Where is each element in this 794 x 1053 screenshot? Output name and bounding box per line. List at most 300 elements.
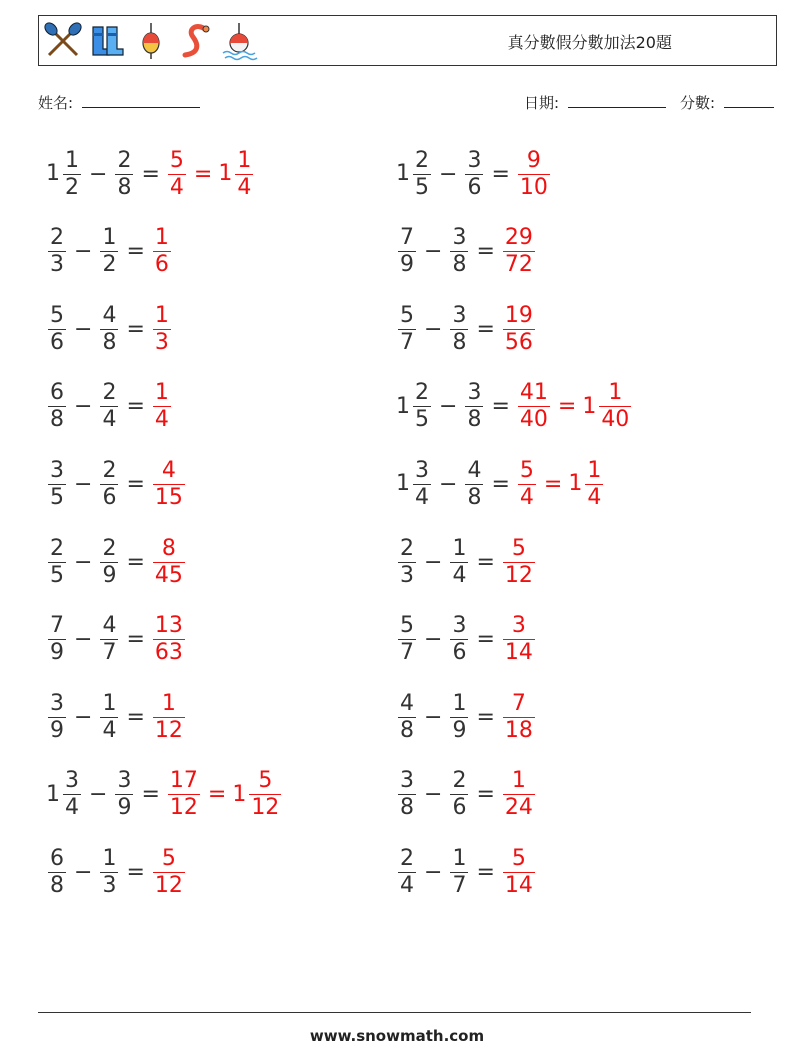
problem-item [396, 609, 537, 671]
answer [151, 380, 173, 433]
minuend [46, 303, 68, 356]
minuend [46, 768, 83, 821]
subtrahend [463, 148, 485, 201]
equals-sign: = [476, 239, 495, 265]
answer-fraction [151, 225, 173, 278]
denominator: 3 [400, 562, 414, 588]
denominator: 18 [504, 717, 533, 743]
worksheet-title: 真分數假分數加法20題 [507, 33, 672, 52]
minus-sign: − [89, 161, 108, 187]
name-field [38, 92, 200, 113]
numerator: 2 [117, 147, 132, 173]
fraction [168, 148, 186, 201]
answer-fraction [516, 148, 552, 201]
subtrahend [98, 380, 120, 433]
minuend [396, 613, 418, 666]
subtrahend [448, 846, 470, 899]
answer-fraction [501, 536, 537, 589]
answer [166, 148, 255, 201]
answer [151, 225, 173, 278]
denominator: 9 [102, 562, 117, 588]
answer [516, 148, 552, 201]
answer-equals-sign: = [207, 782, 227, 808]
fraction [503, 303, 535, 356]
problem-item [396, 376, 633, 438]
numerator: 2 [50, 535, 64, 561]
fraction [153, 225, 171, 278]
fraction [450, 691, 468, 744]
numerator: 41 [519, 380, 548, 406]
problem-item [396, 298, 537, 360]
denominator: 14 [504, 872, 533, 898]
fraction [450, 303, 468, 356]
fraction [100, 303, 118, 356]
subtrahend [98, 225, 120, 278]
equals-sign: = [126, 239, 145, 265]
answer-mixed-number [568, 458, 605, 511]
numerator: 2 [400, 845, 414, 871]
fraction [503, 768, 535, 821]
answer [501, 691, 537, 744]
minus-sign: − [439, 161, 458, 187]
problem-item [46, 298, 173, 360]
answer-fraction [151, 691, 187, 744]
fraction [450, 225, 468, 278]
answer-fraction [516, 458, 538, 511]
denominator: 4 [169, 174, 184, 200]
numerator: 1 [511, 768, 526, 794]
numerator: 6 [50, 380, 64, 406]
denominator: 8 [50, 407, 64, 433]
fraction [63, 148, 81, 201]
numerator: 9 [526, 147, 541, 173]
numerator: 4 [467, 457, 482, 483]
numerator: 3 [65, 768, 79, 794]
fraction [48, 691, 66, 744]
answer-equals-sign: = [193, 161, 213, 187]
equals-sign: = [126, 549, 145, 575]
answer [501, 225, 537, 278]
equals-sign: = [476, 859, 495, 885]
problem-item [46, 376, 173, 438]
numerator: 1 [161, 690, 176, 716]
icon-strip [43, 21, 259, 61]
numerator: 3 [400, 768, 414, 794]
denominator: 4 [400, 872, 414, 898]
answer [151, 458, 187, 511]
numerator: 1 [154, 302, 169, 328]
denominator: 8 [102, 329, 117, 355]
numerator: 7 [400, 225, 414, 251]
numerator: 1 [154, 225, 169, 251]
answer-fraction [151, 303, 173, 356]
subtrahend [98, 303, 120, 356]
numerator: 5 [519, 457, 534, 483]
whole-number: 1 [396, 161, 410, 186]
fraction [398, 691, 416, 744]
answer-fraction [516, 380, 552, 433]
fraction [115, 768, 133, 821]
problem-item [396, 453, 605, 515]
problem-item [396, 143, 552, 205]
fraction [48, 613, 66, 666]
fraction [413, 380, 431, 433]
name-blank[interactable] [82, 93, 200, 108]
denominator: 10 [519, 174, 548, 200]
fraction [168, 768, 200, 821]
fraction [100, 380, 118, 433]
numerator: 3 [117, 768, 132, 794]
fraction [398, 613, 416, 666]
numerator: 3 [50, 457, 64, 483]
fraction [465, 458, 483, 511]
equals-sign: = [126, 394, 145, 420]
denominator: 9 [117, 795, 132, 821]
denominator: 4 [452, 562, 467, 588]
answer [501, 303, 537, 356]
boots-icon [87, 21, 127, 61]
equals-sign: = [126, 316, 145, 342]
fraction [153, 613, 185, 666]
fraction [48, 846, 66, 899]
numerator: 3 [452, 613, 467, 639]
denominator: 4 [237, 174, 252, 200]
denominator: 4 [415, 484, 429, 510]
score-blank[interactable] [724, 93, 774, 108]
subtrahend [448, 768, 470, 821]
fraction [100, 225, 118, 278]
answer [501, 536, 537, 589]
minus-sign: − [424, 782, 443, 808]
denominator: 4 [519, 484, 534, 510]
problem-item [396, 841, 537, 903]
whole-number: 1 [218, 161, 233, 186]
denominator: 3 [50, 252, 64, 278]
subtrahend [113, 148, 135, 201]
minus-sign: − [89, 782, 108, 808]
equals-sign: = [126, 627, 145, 653]
denominator: 8 [400, 717, 414, 743]
problem-item [46, 531, 187, 593]
minus-sign: − [439, 394, 458, 420]
subtrahend [98, 536, 120, 589]
numerator: 1 [65, 147, 79, 173]
equals-sign: = [476, 627, 495, 653]
numerator: 3 [511, 613, 526, 639]
fraction [100, 691, 118, 744]
fraction [518, 380, 550, 433]
whole-number: 1 [568, 471, 583, 497]
numerator: 4 [102, 302, 117, 328]
denominator: 12 [504, 562, 533, 588]
denominator: 8 [117, 174, 132, 200]
numerator: 3 [50, 690, 64, 716]
whole-number: 1 [46, 781, 60, 807]
denominator: 5 [415, 407, 429, 433]
denominator: 2 [102, 252, 117, 278]
numerator: 7 [50, 613, 64, 639]
fraction [413, 458, 431, 511]
score-label: 分數: [680, 94, 716, 112]
denominator: 8 [467, 484, 482, 510]
numerator: 5 [50, 302, 64, 328]
numerator: 1 [102, 690, 117, 716]
answer-mixed-number [232, 768, 283, 821]
fraction [450, 846, 468, 899]
denominator: 8 [467, 407, 482, 433]
subtrahend [98, 613, 120, 666]
denominator: 4 [65, 795, 79, 821]
numerator: 1 [237, 147, 252, 173]
minus-sign: − [74, 316, 93, 342]
minuend [396, 148, 433, 201]
fraction [100, 536, 118, 589]
numerator: 2 [415, 147, 429, 173]
minuend [46, 846, 68, 899]
denominator: 4 [102, 717, 117, 743]
minus-sign: − [424, 549, 443, 575]
fraction [48, 380, 66, 433]
answer-fraction [151, 380, 173, 433]
denominator: 6 [50, 329, 64, 355]
answer-fraction [501, 225, 537, 278]
numerator: 3 [415, 457, 429, 483]
denominator: 4 [587, 484, 602, 510]
fraction [48, 536, 66, 589]
problem-item [46, 841, 187, 903]
fraction [413, 148, 431, 201]
numerator: 3 [452, 302, 467, 328]
numerator: 5 [161, 845, 176, 871]
answer [151, 303, 173, 356]
date-blank[interactable] [568, 93, 666, 108]
numerator: 19 [504, 302, 533, 328]
fraction [398, 768, 416, 821]
fishing-float-icon [131, 21, 171, 61]
numerator: 29 [504, 225, 533, 251]
problem-item [396, 764, 537, 826]
answer-fraction [501, 613, 537, 666]
answer [516, 458, 605, 511]
fraction [503, 536, 535, 589]
fraction [450, 768, 468, 821]
denominator: 8 [50, 872, 64, 898]
minuend [46, 613, 68, 666]
numerator: 5 [400, 613, 414, 639]
numerator: 3 [467, 380, 482, 406]
problem-item [396, 686, 537, 748]
denominator: 7 [400, 329, 414, 355]
answer [166, 768, 283, 821]
denominator: 7 [400, 640, 414, 666]
date-label: 日期: [524, 94, 560, 112]
fraction [450, 536, 468, 589]
fraction [503, 225, 535, 278]
subtrahend [98, 691, 120, 744]
minuend [46, 225, 68, 278]
numerator: 3 [452, 225, 467, 251]
whole-number: 1 [396, 393, 410, 419]
subtrahend [98, 458, 120, 511]
equals-sign: = [476, 316, 495, 342]
numerator: 1 [452, 535, 467, 561]
answer-mixed-number [582, 380, 633, 433]
answer-fraction [151, 613, 187, 666]
denominator: 14 [504, 640, 533, 666]
whole-number: 1 [396, 471, 410, 497]
fraction [153, 536, 185, 589]
answer-fraction [501, 846, 537, 899]
fraction [503, 846, 535, 899]
equals-sign: = [126, 704, 145, 730]
denominator: 8 [452, 252, 467, 278]
denominator: 9 [50, 717, 64, 743]
denominator: 12 [154, 717, 183, 743]
fraction [503, 691, 535, 744]
minuend [46, 380, 68, 433]
answer-equals-sign: = [557, 394, 577, 420]
numerator: 5 [511, 845, 526, 871]
footer-divider [38, 1012, 751, 1013]
answer-fraction [166, 148, 188, 201]
denominator: 7 [102, 640, 117, 666]
minus-sign: − [424, 316, 443, 342]
numerator: 5 [511, 535, 526, 561]
numerator: 5 [169, 147, 184, 173]
denominator: 12 [251, 795, 280, 821]
header-box [38, 15, 777, 66]
fraction [585, 458, 603, 511]
fraction [153, 846, 185, 899]
fraction [503, 613, 535, 666]
fraction [249, 768, 281, 821]
fraction [48, 303, 66, 356]
answer [151, 691, 187, 744]
fraction [100, 458, 118, 511]
score-field [680, 92, 774, 113]
numerator: 2 [452, 768, 467, 794]
problem-item [396, 221, 537, 283]
fraction [153, 691, 185, 744]
subtrahend [463, 380, 485, 433]
numerator: 5 [258, 768, 273, 794]
minus-sign: − [74, 549, 93, 575]
minus-sign: − [439, 471, 458, 497]
fraction [100, 613, 118, 666]
denominator: 9 [400, 252, 414, 278]
subtrahend [98, 846, 120, 899]
minus-sign: − [424, 859, 443, 885]
denominator: 12 [154, 872, 183, 898]
denominator: 63 [154, 640, 183, 666]
numerator: 1 [452, 690, 467, 716]
problem-item [46, 453, 187, 515]
equals-sign: = [491, 471, 510, 497]
numerator: 2 [102, 457, 117, 483]
answer [501, 768, 537, 821]
problem-item [46, 143, 255, 205]
numerator: 2 [50, 225, 64, 251]
answer-fraction [151, 536, 187, 589]
bobber-icon [219, 21, 259, 61]
fraction [518, 148, 550, 201]
numerator: 1 [452, 845, 467, 871]
equals-sign: = [126, 471, 145, 497]
denominator: 5 [50, 562, 64, 588]
minuend [396, 846, 418, 899]
subtrahend [448, 303, 470, 356]
numerator: 17 [169, 768, 198, 794]
denominator: 9 [452, 717, 467, 743]
numerator: 1 [154, 380, 169, 406]
denominator: 2 [65, 174, 79, 200]
minuend [396, 458, 433, 511]
denominator: 3 [102, 872, 117, 898]
minuend [46, 691, 68, 744]
fraction [153, 458, 185, 511]
fraction [398, 846, 416, 899]
numerator: 5 [400, 302, 414, 328]
subtrahend [448, 225, 470, 278]
subtrahend [113, 768, 135, 821]
fraction [398, 536, 416, 589]
minus-sign: − [424, 239, 443, 265]
equals-sign: = [476, 549, 495, 575]
numerator: 1 [102, 225, 117, 251]
denominator: 6 [102, 484, 117, 510]
minuend [396, 691, 418, 744]
equals-sign: = [476, 782, 495, 808]
denominator: 6 [452, 640, 467, 666]
denominator: 8 [452, 329, 467, 355]
answer-fraction [151, 458, 187, 511]
numerator: 2 [415, 380, 429, 406]
denominator: 6 [452, 795, 467, 821]
equals-sign: = [491, 161, 510, 187]
fraction [398, 225, 416, 278]
fraction [465, 148, 483, 201]
answer-fraction [501, 303, 537, 356]
problem-item [46, 686, 187, 748]
answer [151, 846, 187, 899]
numerator: 6 [50, 845, 64, 871]
numerator: 2 [102, 380, 117, 406]
fraction [100, 846, 118, 899]
minuend [396, 303, 418, 356]
fraction [599, 380, 631, 433]
denominator: 40 [519, 407, 548, 433]
minus-sign: − [424, 704, 443, 730]
numerator: 2 [400, 535, 414, 561]
denominator: 7 [452, 872, 467, 898]
numerator: 1 [102, 845, 117, 871]
numerator: 1 [587, 457, 602, 483]
minus-sign: − [74, 859, 93, 885]
minuend [396, 380, 433, 433]
whole-number: 1 [582, 393, 597, 419]
numerator: 1 [608, 380, 623, 406]
answer-fraction [501, 768, 537, 821]
answer [151, 613, 187, 666]
answer-mixed-number [218, 148, 255, 201]
answer [501, 846, 537, 899]
answer-fraction [151, 846, 187, 899]
minus-sign: − [74, 627, 93, 653]
fraction [235, 148, 253, 201]
denominator: 45 [154, 562, 183, 588]
denominator: 6 [467, 174, 482, 200]
minus-sign: − [74, 471, 93, 497]
